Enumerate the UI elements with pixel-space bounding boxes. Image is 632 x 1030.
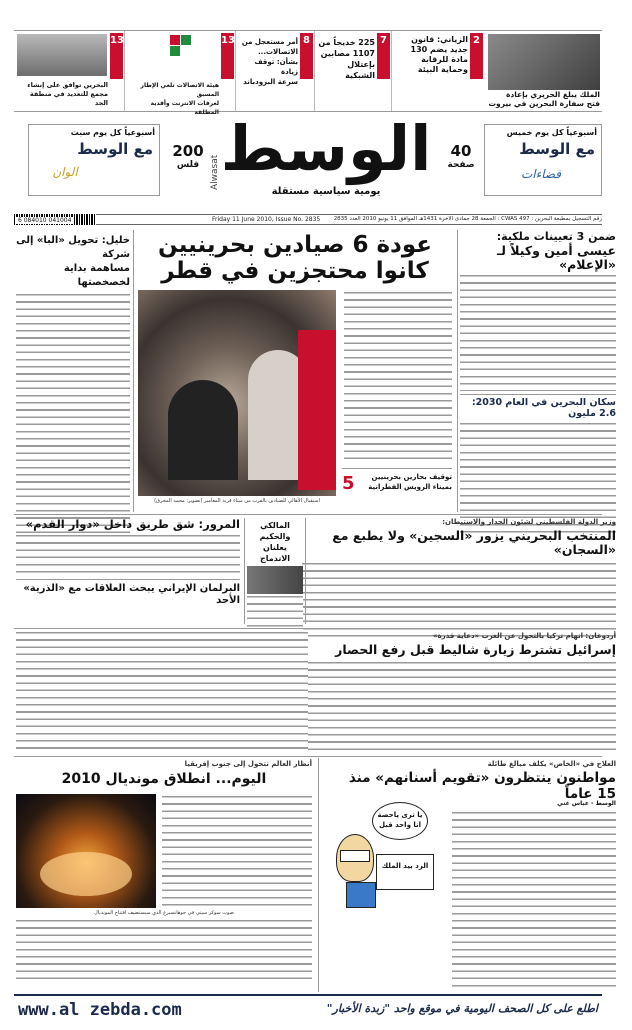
- teaser-item[interactable]: [14, 31, 123, 111]
- teaser-line: سرعة البرودباند: [243, 78, 298, 86]
- column-divider: [133, 230, 134, 512]
- teaser-text: [236, 37, 298, 87]
- main-story-promo[interactable]: [342, 468, 452, 496]
- teeth-body: [452, 812, 616, 988]
- footer-url[interactable]: www.al zebda.com: [18, 1000, 182, 1020]
- story-right-body: [460, 275, 616, 391]
- headline-line: يعلنان الاندماج: [259, 543, 291, 563]
- teaser-text: [127, 81, 219, 117]
- teaser-line: هيئة الاتصالات تلغي الإطار المسبق: [140, 82, 219, 98]
- stadium-photo: [16, 794, 156, 908]
- promo-supplement-logo: الوان: [52, 165, 78, 179]
- story-right-headline: [460, 230, 616, 272]
- teeth-byline: الوسط - عباس غني: [557, 800, 616, 807]
- promo-supplement-logo: فضاءات: [520, 167, 562, 181]
- headline-line: المالكي والحكيم: [259, 521, 291, 541]
- page-number-badge: 13: [110, 33, 123, 79]
- traffic-body: [16, 535, 240, 575]
- row2-kicker: وزير الدولة الفلسطيني لشئون الجدار والاستيطان:: [442, 518, 616, 526]
- headline-line: مساهمة بداية لخصخصتها: [63, 263, 130, 288]
- pages-count-box: [444, 142, 478, 182]
- teaser-line: مجمع للتعديد في منطقة الحد: [29, 90, 108, 107]
- stadium-caption: صوت سوكر سيتي في جوهانسبرغ الذي سيستضيف افتتاح المونديال: [94, 910, 234, 916]
- price-box: [170, 142, 206, 182]
- headline-line: عيسى أمين وكيلاً لـ «الإعلام»: [496, 243, 616, 272]
- column-divider: [318, 758, 319, 992]
- pages-label: صفحة: [447, 160, 475, 170]
- page-number-badge: 13: [221, 33, 234, 79]
- logo-tagline: يومية سياسية مستقلة: [271, 186, 381, 197]
- teaser-main-line: فتح سفارة البحرين في بيروت: [488, 98, 600, 108]
- pages-count: 40: [450, 142, 472, 160]
- dateline-bar: [14, 214, 602, 225]
- teaser-strip: [14, 30, 602, 116]
- main-headline-line2: كانوا محتجزين في قطر: [161, 258, 429, 284]
- teaser-line: 1107 مصابين: [320, 49, 375, 58]
- story-left-body: [16, 294, 130, 534]
- story-teeth[interactable]: [326, 760, 616, 992]
- row3-headline: إسرائيل تشترط زيارة شاليط قبل رفع الحصار: [335, 642, 616, 658]
- worldcup-body: [162, 796, 312, 906]
- row-divider: [14, 628, 602, 629]
- maliki-photo: [247, 566, 303, 594]
- footer-slogan: اطلع على كل الصحف اليومية في موقع واحد "زبدة الأخبار": [326, 1002, 598, 1015]
- teaser-text: [317, 37, 375, 81]
- story-traffic[interactable]: [16, 518, 240, 624]
- promo-text: توقيف بحارين بحرينيين بميناء الرويس القطرانية: [368, 473, 452, 491]
- story-main[interactable]: [138, 232, 452, 514]
- teeth-headline: مواطنون ينتظرون «تقويم أسنانهم» منذ 15 عاماً: [348, 770, 616, 802]
- teaser-item[interactable]: [235, 31, 313, 111]
- row2-headline: المنتخب البحريني يزور «السجين» ولا يطبع مع «السجان»: [332, 528, 616, 558]
- logo-wordmark: الوسط: [220, 112, 432, 185]
- teaser-photo: [17, 34, 107, 76]
- headline-line: خليل: تحويل «البا» إلى شركة: [16, 235, 130, 260]
- teaser-main-text: [486, 91, 600, 108]
- teaser-text: [394, 35, 468, 75]
- traffic-headline: المرور: شق طريق داخل «دوار القدم»: [25, 517, 240, 531]
- teaser-line: الزياني: قانون: [411, 35, 468, 44]
- logo-latin: Alwasat: [210, 154, 220, 190]
- story-right[interactable]: [460, 230, 616, 510]
- teaser-main[interactable]: [484, 31, 602, 111]
- teaser-line: أمر مستعجل من: [241, 38, 298, 46]
- main-headline-line1: عودة 6 صيادين بحرينيين: [158, 232, 432, 258]
- teaser-item[interactable]: [391, 31, 483, 111]
- headline-line: ضمن 3 تعيينات ملكية:: [496, 230, 616, 243]
- worldcup-kicker: أنظار العالم تتحول إلى جنوب إفريقيا: [184, 760, 312, 768]
- teaser-main-line: الملك يبلغ الحريري بإعادة: [505, 90, 600, 99]
- row-divider: [14, 514, 602, 515]
- story-iran-body[interactable]: [16, 632, 308, 752]
- teaser-line: لعرفات الانترنت وأقدية المطلقة: [150, 100, 219, 116]
- story-row3[interactable]: [302, 632, 616, 752]
- cartoon-speech: [376, 810, 424, 830]
- main-story-body: [344, 292, 452, 460]
- footer-banner[interactable]: [14, 994, 602, 1024]
- row3-body: [302, 662, 616, 750]
- promo-right-title: أسبوعياً كل يوم خميس: [506, 128, 597, 137]
- column-divider: [457, 230, 458, 512]
- iran-body: [16, 632, 308, 750]
- worldcup-body-2: [16, 920, 312, 984]
- barcode-number: 6 084010 041004: [18, 217, 72, 224]
- cartoon-speech-line: انا واحد قبل: [378, 821, 422, 829]
- row3-kicker: أردوغان: اتهام تركيا بالتحول عن الغرب «دعاية قذرة»: [433, 632, 616, 640]
- promo-left-title: أسبوعياً كل يوم سبت: [70, 128, 155, 137]
- telecom-logo-icon: [170, 35, 192, 57]
- photo-caption: استقبال الأهالي للصيادين بالقرب من ميناء قرية المعامير (تصوير: محمد المخرق): [154, 498, 320, 504]
- teeth-kicker: العلاج في «الخاص» يكلف مبالغ طائلة: [487, 760, 616, 768]
- row-divider: [14, 756, 602, 757]
- story-worldcup[interactable]: [16, 760, 312, 992]
- main-story-photo: [138, 290, 336, 496]
- maliki-headline: [247, 520, 303, 564]
- newspaper-logo: [210, 112, 440, 204]
- cartoon-sign: الرد بيد الملك: [381, 862, 429, 870]
- iran-parliament-headline: البرلمان الإيراني يبحث العلاقات مع «الذرية» الأحد: [16, 579, 240, 606]
- teaser-item[interactable]: [314, 31, 390, 111]
- teaser-line: جديد يضم 130: [410, 45, 468, 54]
- promo-brand: مع الوسط: [519, 140, 595, 158]
- promo-brand: مع الوسط: [77, 140, 153, 158]
- teaser-line: بإعتلال الشبكية: [345, 60, 375, 80]
- story-row2[interactable]: [302, 518, 616, 624]
- teaser-line: مادة للرقابة: [421, 55, 468, 64]
- dateline-english: Friday 11 June 2010, Issue No. 2835: [212, 216, 321, 223]
- price-label: فلس: [176, 160, 200, 170]
- story-left-headline: [16, 234, 130, 290]
- teaser-line: بشأن: توقف زيادة: [254, 58, 298, 76]
- story-right-subheadline: سكان البحرين في العام 2030: 2.6 مليون: [460, 394, 616, 420]
- page-number-badge: 8: [300, 33, 313, 79]
- promo-page-number: 5: [342, 473, 355, 494]
- page-number-badge: 7: [377, 33, 390, 79]
- page-number-badge: 2: [470, 33, 483, 79]
- story-left[interactable]: [16, 234, 130, 510]
- story-maliki[interactable]: [244, 518, 306, 624]
- masthead: [14, 112, 602, 214]
- dateline-arabic: رقم التسجيل بمطبعة البحرين : CWAS 497 : الجمعة 28 جمادى الآخرة 1431هـ الموافق 11 يونيو 2010 العدد 2835: [333, 216, 602, 222]
- teaser-photo: [488, 34, 600, 90]
- teaser-line: 225 خديجاً من: [318, 38, 375, 47]
- teaser-line: الاتصالات...: [258, 48, 298, 56]
- teaser-line: وحماية البيئة: [417, 65, 468, 74]
- worldcup-headline: اليوم... انطلاق مونديال 2010: [61, 771, 267, 788]
- promo-box-right[interactable]: [484, 124, 602, 196]
- cartoon-speech-line: يا ترى ياحصة: [377, 811, 423, 819]
- promo-box-left[interactable]: [28, 124, 160, 196]
- teaser-item[interactable]: [124, 31, 235, 116]
- teaser-line: البحرين توافق على إنشاء: [27, 81, 108, 89]
- price-value: 200: [172, 142, 204, 160]
- teaser-text: [16, 81, 108, 108]
- cartoon-illustration: [326, 792, 446, 910]
